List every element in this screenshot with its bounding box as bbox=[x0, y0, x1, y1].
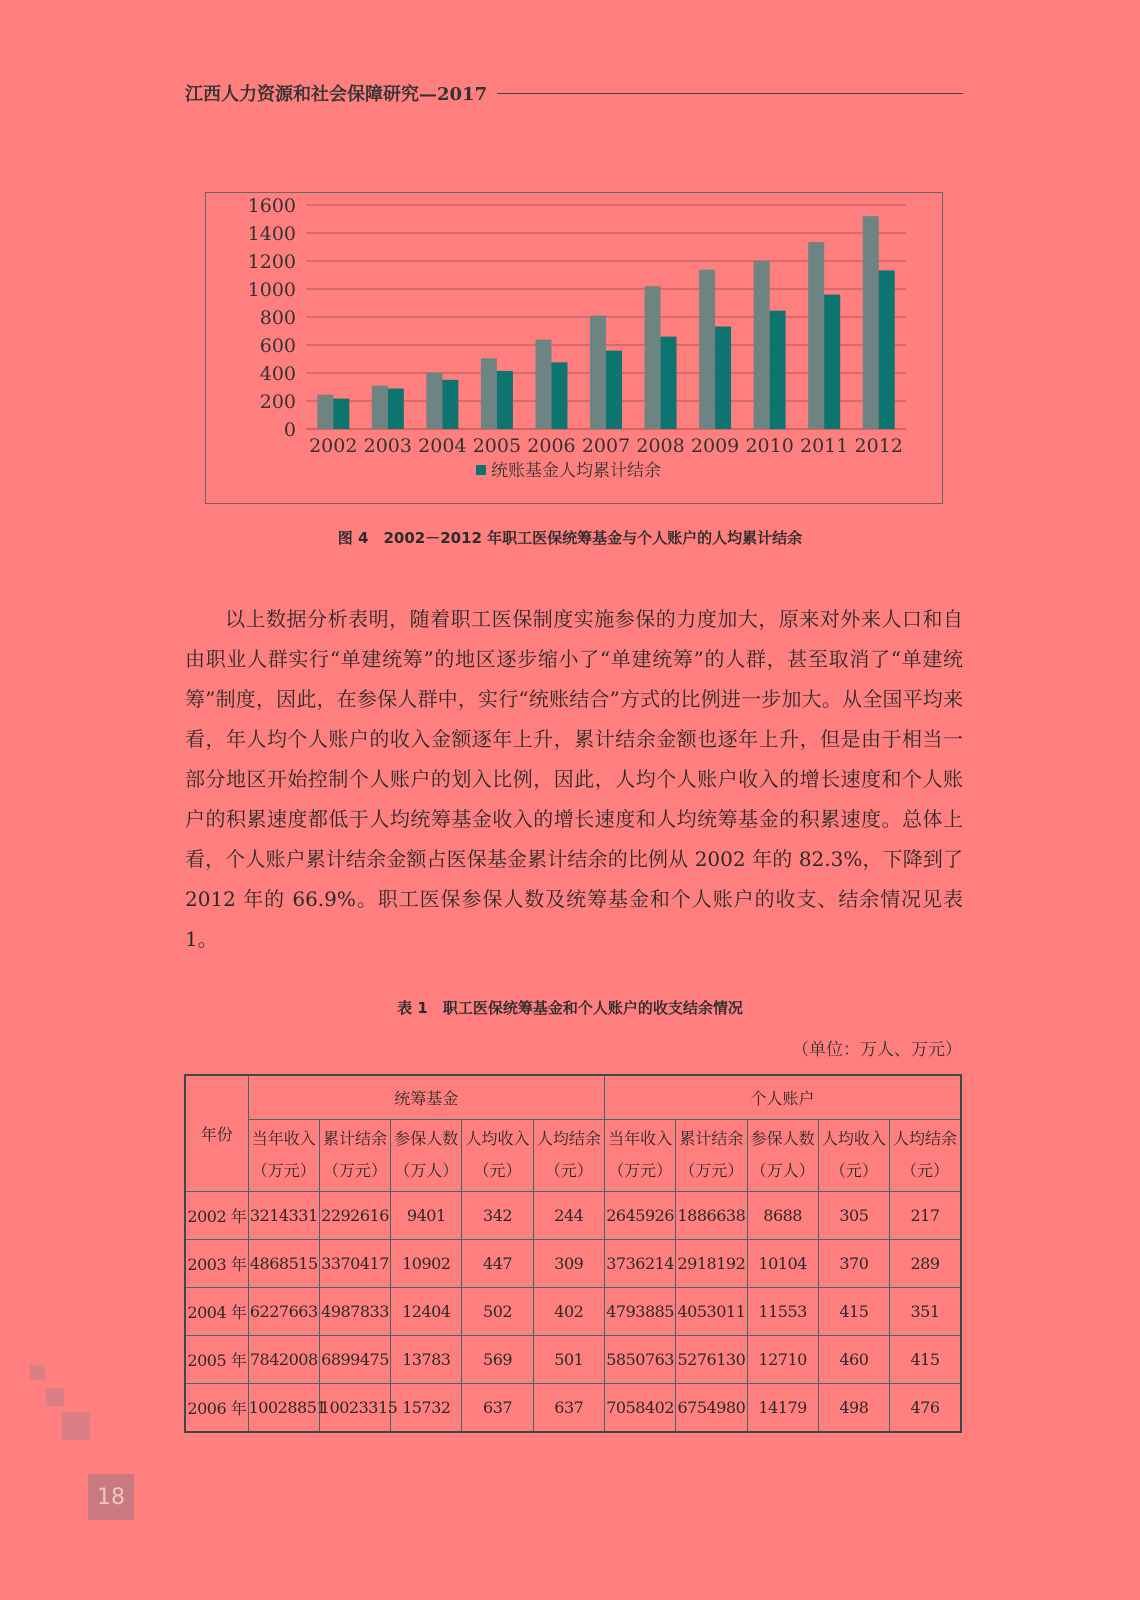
table-cell: 4987833 bbox=[319, 1287, 390, 1335]
figure-caption: 图 4 2002－2012 年职工医保统筹基金与个人账户的人均累计结余 bbox=[337, 529, 803, 547]
column-header-label: 当年收入 bbox=[251, 1129, 316, 1148]
table-cell: 501 bbox=[533, 1335, 604, 1383]
column-header bbox=[676, 1119, 747, 1191]
row-year-cell: 2002 年 bbox=[185, 1191, 248, 1239]
column-header-unit: （元） bbox=[473, 1161, 522, 1180]
y-tick-label: 400 bbox=[259, 363, 296, 385]
table-cell: 10104 bbox=[747, 1239, 818, 1287]
table-cell: 6754980 bbox=[676, 1383, 747, 1432]
table-cell: 15732 bbox=[391, 1383, 462, 1432]
y-tick-label: 1000 bbox=[247, 279, 296, 301]
column-header-label: 参保人数 bbox=[750, 1129, 815, 1148]
column-header-unit: （万元） bbox=[608, 1161, 673, 1180]
table-cell: 502 bbox=[462, 1287, 533, 1335]
decor-square bbox=[62, 1412, 90, 1440]
year-header: 年份 bbox=[185, 1075, 248, 1191]
bar-series-1 bbox=[481, 358, 497, 429]
table-cell: 3736214 bbox=[604, 1239, 675, 1287]
row-year-cell: 2005 年 bbox=[185, 1335, 248, 1383]
bar-series-2 bbox=[661, 337, 677, 429]
column-header bbox=[391, 1119, 462, 1191]
y-tick-label: 1400 bbox=[247, 223, 296, 245]
column-header bbox=[890, 1119, 961, 1191]
bar-series-1 bbox=[863, 216, 879, 429]
bar-series-1 bbox=[372, 386, 388, 429]
decor-square bbox=[46, 1388, 64, 1406]
bar-series-1 bbox=[426, 372, 442, 429]
table-cell: 3370417 bbox=[319, 1239, 390, 1287]
table-cell: 13783 bbox=[391, 1335, 462, 1383]
column-header-unit: （万元） bbox=[323, 1161, 388, 1180]
x-tick-label: 2008 bbox=[636, 435, 685, 457]
table-cell: 10902 bbox=[391, 1239, 462, 1287]
page-number: 18 bbox=[88, 1474, 134, 1520]
y-tick-label: 1200 bbox=[247, 251, 296, 273]
column-header bbox=[533, 1119, 604, 1191]
bar-series-1 bbox=[645, 286, 661, 429]
table-cell: 6227663 bbox=[248, 1287, 319, 1335]
table-cell: 342 bbox=[462, 1191, 533, 1239]
table-row bbox=[185, 1239, 961, 1287]
table-cell: 10023315 bbox=[319, 1383, 390, 1432]
column-header-label: 累计结余 bbox=[323, 1129, 388, 1148]
table-cell: 289 bbox=[890, 1239, 961, 1287]
bar-series-2 bbox=[388, 389, 404, 429]
table-cell: 217 bbox=[890, 1191, 961, 1239]
table-cell: 12710 bbox=[747, 1335, 818, 1383]
group-header-personal-account: 个人账户 bbox=[604, 1075, 961, 1119]
decor-square bbox=[30, 1365, 45, 1380]
column-header-label: 人均收入 bbox=[465, 1129, 530, 1148]
bar-series-1 bbox=[699, 270, 715, 429]
column-header-unit: （元） bbox=[829, 1161, 878, 1180]
column-header bbox=[747, 1119, 818, 1191]
bar-chart-svg bbox=[206, 193, 944, 505]
y-tick-label: 1600 bbox=[247, 195, 296, 217]
column-header bbox=[248, 1119, 319, 1191]
table-cell: 12404 bbox=[391, 1287, 462, 1335]
column-header-label: 当年收入 bbox=[608, 1129, 673, 1148]
bar-series-2 bbox=[879, 270, 895, 429]
row-year-cell: 2004 年 bbox=[185, 1287, 248, 1335]
table-cell: 2918192 bbox=[676, 1239, 747, 1287]
bar-series-1 bbox=[590, 316, 606, 429]
legend-label: 统账基金人均累计结余 bbox=[491, 461, 661, 481]
x-tick-label: 2007 bbox=[581, 435, 631, 457]
column-header-label: 累计结余 bbox=[679, 1129, 744, 1148]
column-header-unit: （元） bbox=[544, 1161, 593, 1180]
running-header bbox=[185, 78, 963, 108]
bar-series-2 bbox=[551, 362, 567, 429]
x-tick-label: 2009 bbox=[690, 435, 740, 457]
table-row bbox=[185, 1191, 961, 1239]
header-rule bbox=[497, 93, 963, 94]
row-year-cell: 2006 年 bbox=[185, 1383, 248, 1432]
x-tick-label: 2005 bbox=[472, 435, 522, 457]
column-header bbox=[604, 1119, 675, 1191]
table-cell: 351 bbox=[890, 1287, 961, 1335]
table-row bbox=[185, 1287, 961, 1335]
table-cell: 10028851 bbox=[248, 1383, 319, 1432]
column-header-label: 人均结余 bbox=[536, 1129, 601, 1148]
legend-swatch bbox=[476, 465, 486, 475]
table-cell: 415 bbox=[818, 1287, 889, 1335]
bar-series-2 bbox=[333, 399, 349, 429]
table-cell: 4868515 bbox=[248, 1239, 319, 1287]
table-cell: 447 bbox=[462, 1239, 533, 1287]
table-cell: 402 bbox=[533, 1287, 604, 1335]
column-header-label: 人均结余 bbox=[893, 1129, 958, 1148]
x-tick-label: 2011 bbox=[800, 435, 849, 457]
column-header bbox=[319, 1119, 390, 1191]
table-cell: 637 bbox=[462, 1383, 533, 1432]
column-header-row bbox=[185, 1119, 961, 1191]
table-cell: 9401 bbox=[391, 1191, 462, 1239]
x-tick-label: 2003 bbox=[363, 435, 412, 457]
table-cell: 460 bbox=[818, 1335, 889, 1383]
body-paragraph: 以上数据分析表明，随着职工医保制度实施参保的力度加大，原来对外来人口和自由职业人群实行“单建统筹”的地区逐步缩小了“单建统筹”的人群，甚至取消了“单建统筹”制度，因此，在参保人群中，实行“统账结合”方式的比例进一步加大。从全国平均来看，年人均个人账户的收入金额逐年上升，累计结余金额也逐年上升，但是由于相当一部分地区开始控制个人账户的划入比例，因此，人均个人账户收入的增长速度和个人账户的积累速度都低于人均统筹基金收入的增长速度和人均统筹基金的积累速度。总体上看，个人账户累计结余金额占医保基金累计结余的比例从 2002 年的 82.3%，下降到了 2012 年的 66.9%。职工医保参保人数及统筹基金和个人账户的收支、结余情况见表 1。 bbox=[185, 607, 963, 951]
bar-series-2 bbox=[770, 311, 786, 429]
y-tick-label: 800 bbox=[259, 307, 296, 329]
table-cell: 415 bbox=[890, 1335, 961, 1383]
header-title: 江西人力资源和社会保障研究—2017 bbox=[185, 84, 488, 105]
bar-series-2 bbox=[606, 351, 622, 429]
y-tick-label: 600 bbox=[259, 335, 296, 357]
bar-series-2 bbox=[442, 380, 458, 429]
bar-chart bbox=[205, 192, 943, 504]
table-cell: 5276130 bbox=[676, 1335, 747, 1383]
table-cell: 370 bbox=[818, 1239, 889, 1287]
table-cell: 3214331 bbox=[248, 1191, 319, 1239]
x-tick-label: 2004 bbox=[418, 435, 467, 457]
bar-series-1 bbox=[808, 242, 824, 429]
table-cell: 498 bbox=[818, 1383, 889, 1432]
bar-series-1 bbox=[317, 395, 333, 429]
table-row bbox=[185, 1335, 961, 1383]
y-tick-label: 0 bbox=[283, 419, 296, 441]
column-header-unit: （元） bbox=[901, 1161, 950, 1180]
table-cell: 305 bbox=[818, 1191, 889, 1239]
column-header-unit: （万元） bbox=[679, 1161, 744, 1180]
y-tick-label: 200 bbox=[259, 391, 296, 413]
table-cell: 569 bbox=[462, 1335, 533, 1383]
column-header-unit: （万元） bbox=[251, 1161, 316, 1180]
table-cell: 7058402 bbox=[604, 1383, 675, 1432]
column-header-unit: （万人） bbox=[750, 1161, 815, 1180]
table-body bbox=[185, 1191, 961, 1432]
table-cell: 6899475 bbox=[319, 1335, 390, 1383]
column-header bbox=[462, 1119, 533, 1191]
bar-series-2 bbox=[715, 327, 731, 429]
bar-series-1 bbox=[535, 340, 551, 429]
x-tick-label: 2012 bbox=[854, 435, 903, 457]
table-cell: 8688 bbox=[747, 1191, 818, 1239]
x-tick-label: 2010 bbox=[745, 435, 794, 457]
table-cell: 5850763 bbox=[604, 1335, 675, 1383]
bar-series-2 bbox=[497, 371, 513, 429]
table-cell: 309 bbox=[533, 1239, 604, 1287]
group-header-pooled-fund: 统筹基金 bbox=[248, 1075, 604, 1119]
table-cell: 11553 bbox=[747, 1287, 818, 1335]
table-cell: 2645926 bbox=[604, 1191, 675, 1239]
table-cell: 7842008 bbox=[248, 1335, 319, 1383]
table-cell: 244 bbox=[533, 1191, 604, 1239]
row-year-cell: 2003 年 bbox=[185, 1239, 248, 1287]
table-cell: 4053011 bbox=[676, 1287, 747, 1335]
table-cell: 476 bbox=[890, 1383, 961, 1432]
table-unit: （单位：万人、万元） bbox=[792, 1040, 962, 1060]
x-tick-label: 2002 bbox=[309, 435, 358, 457]
data-table bbox=[184, 1074, 962, 1433]
column-header-label: 参保人数 bbox=[394, 1129, 459, 1148]
column-header-label: 人均收入 bbox=[821, 1129, 886, 1148]
column-header bbox=[818, 1119, 889, 1191]
table-cell: 4793885 bbox=[604, 1287, 675, 1335]
table-title: 表 1 职工医保统筹基金和个人账户的收支结余情况 bbox=[397, 999, 743, 1017]
table-cell: 637 bbox=[533, 1383, 604, 1432]
table-cell: 2292616 bbox=[319, 1191, 390, 1239]
column-header-unit: （万人） bbox=[394, 1161, 459, 1180]
bar-series-1 bbox=[754, 261, 770, 429]
table-row bbox=[185, 1383, 961, 1432]
x-tick-label: 2006 bbox=[527, 435, 576, 457]
table-cell: 1886638 bbox=[676, 1191, 747, 1239]
table-cell: 14179 bbox=[747, 1383, 818, 1432]
body-paragraph-block bbox=[185, 599, 963, 959]
bar-series-2 bbox=[824, 295, 840, 429]
